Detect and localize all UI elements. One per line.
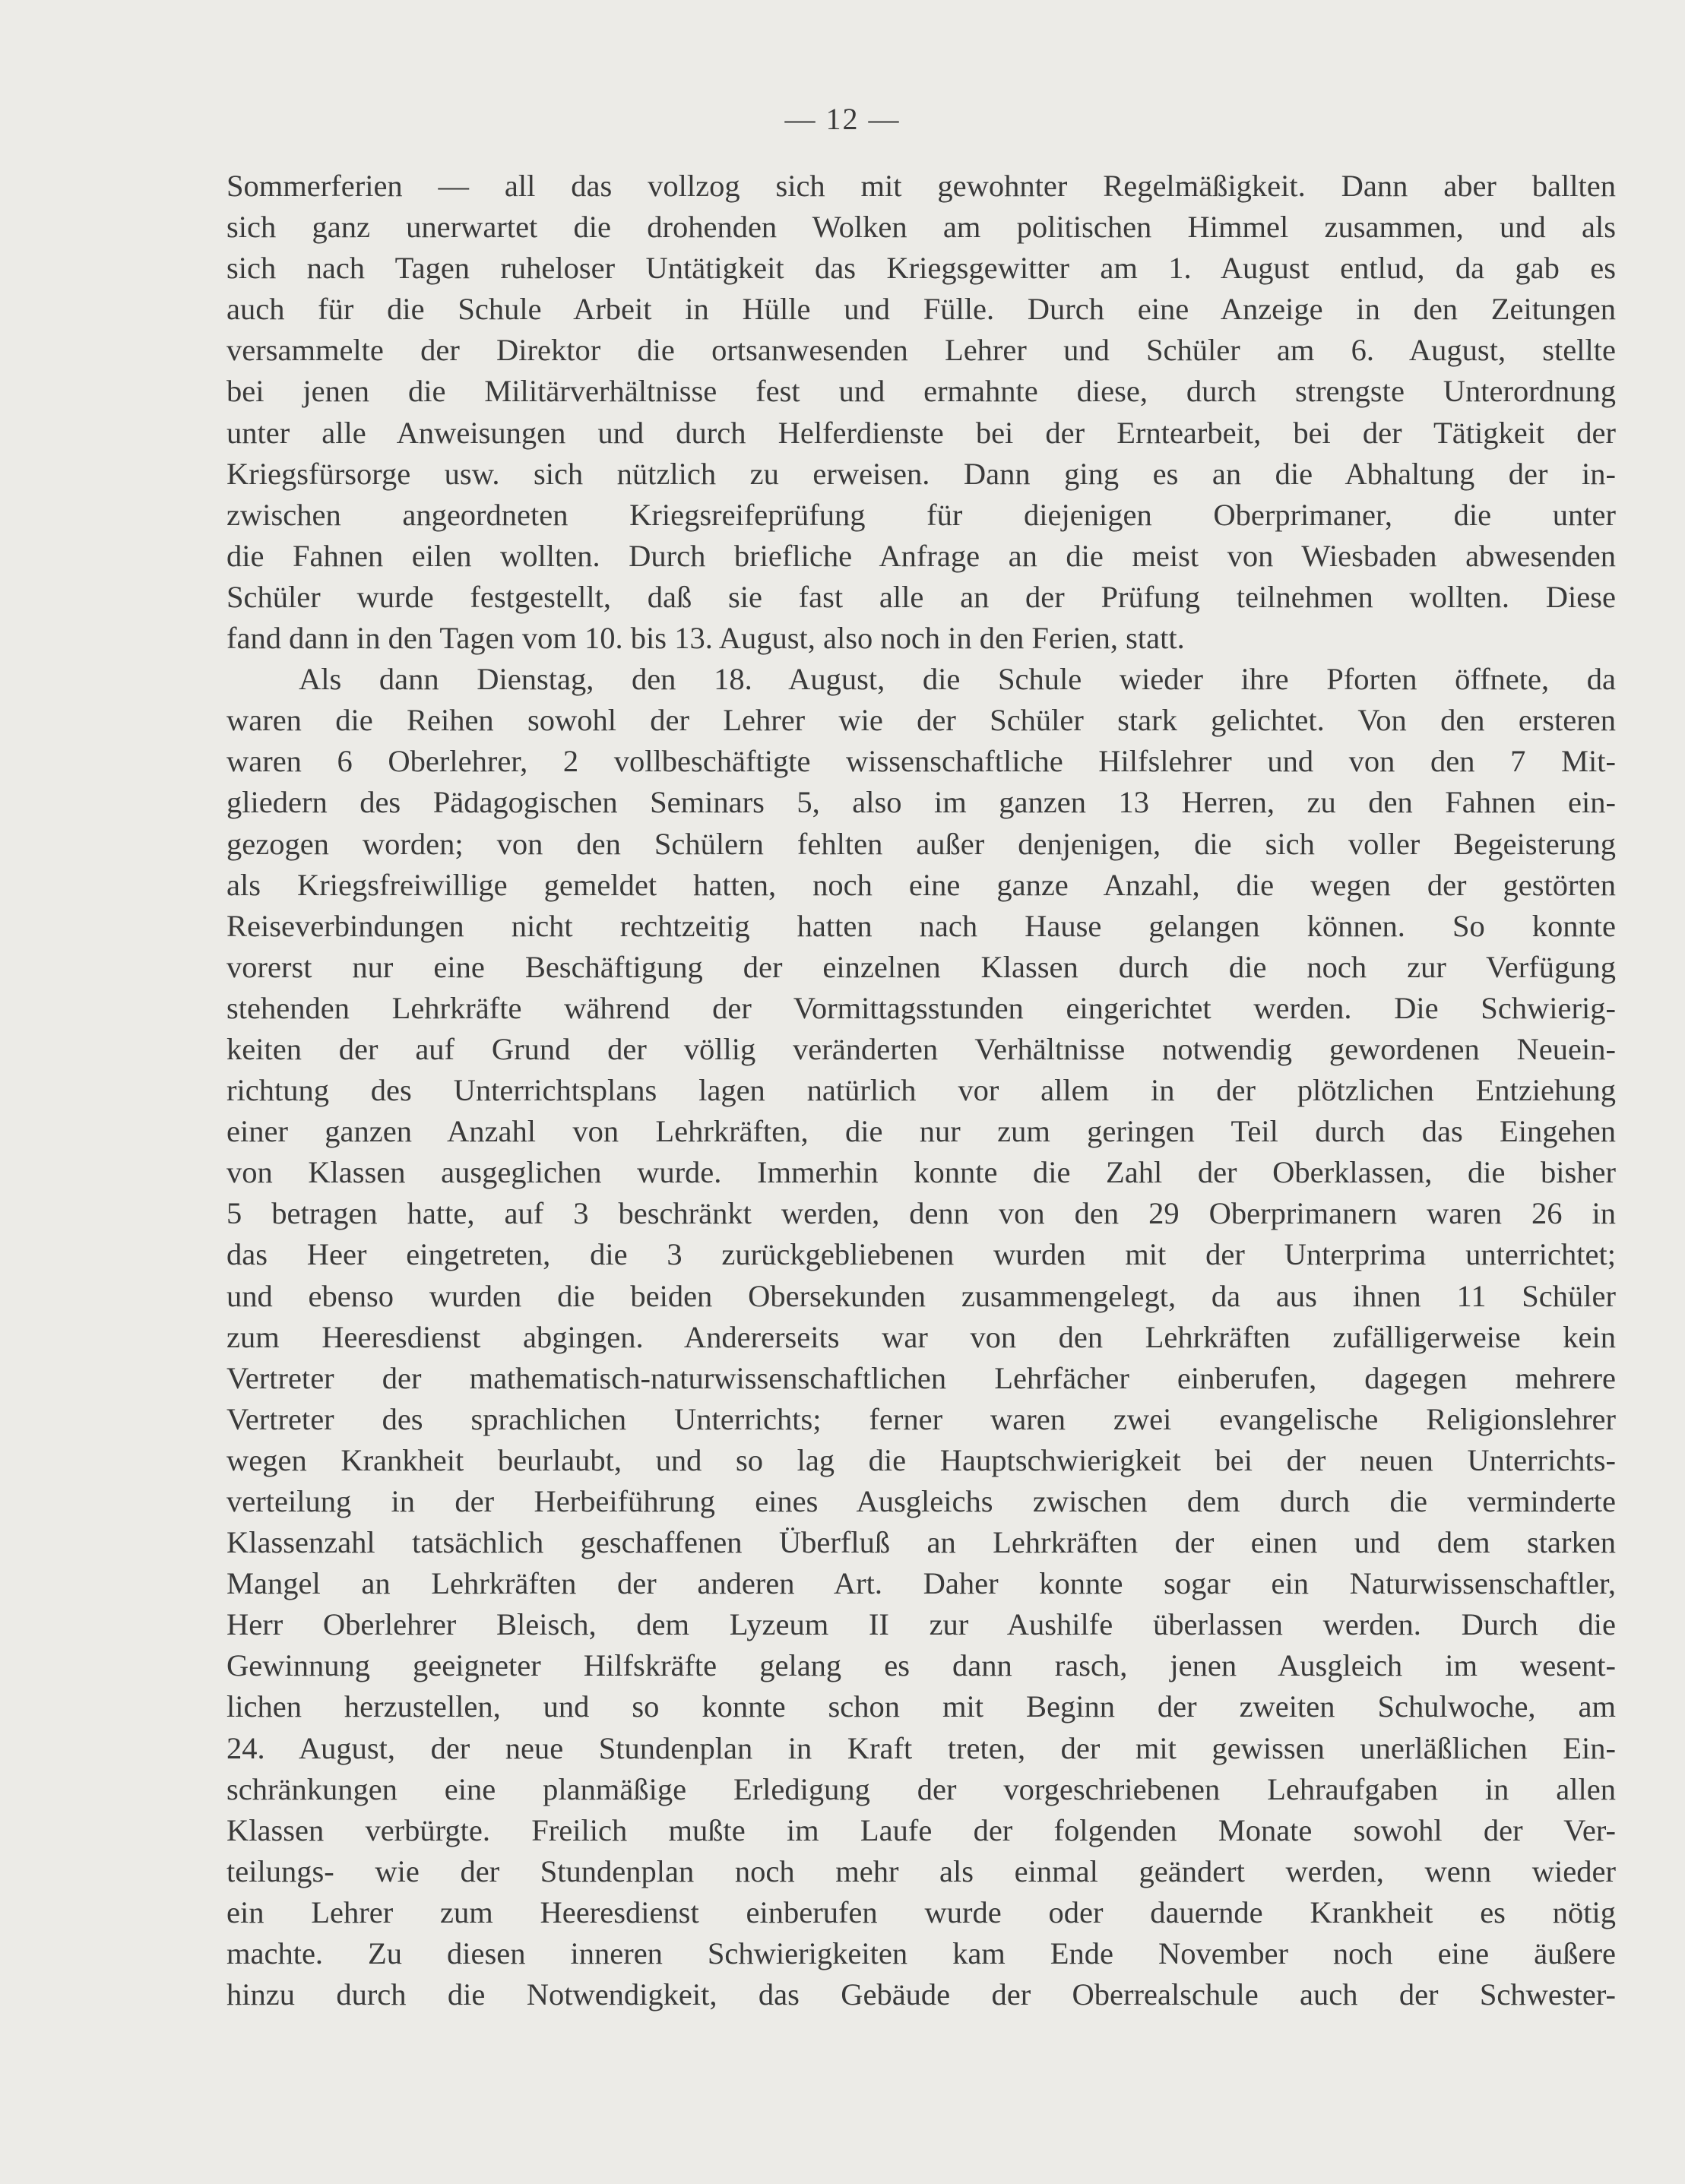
text-line: teilungs- wie der Stundenplan noch mehr als einmal geändert werden, wenn wieder [226, 1853, 1616, 1888]
paragraph-start-line: Als dann Dienstag, den 18. August, die Schule wieder ihre Pforten öffnete, da [299, 662, 1616, 697]
text-line: Herr Oberlehrer Bleisch, dem Lyzeum II zur Aushilfe überlassen werden. Durch die [226, 1607, 1616, 1642]
text-line: Schüler wurde festgestellt, daß sie fast alle an der Prüfung teilnehmen wollten. Diese [226, 579, 1616, 614]
text-line: wegen Krankheit beurlaubt, und so lag die Hauptschwierigkeit bei der neuen Unterrichts- [226, 1442, 1616, 1477]
text-line: einer ganzen Anzahl von Lehrkräften, die nur zum geringen Teil durch das Eingehen [226, 1114, 1616, 1149]
text-line: von Klassen ausgeglichen wurde. Immerhin konnte die Zahl der Oberklassen, die bisher [226, 1155, 1616, 1190]
page-number: — 12 — [784, 102, 901, 136]
text-line: waren die Reihen sowohl der Lehrer wie der Schüler stark gelichtet. Von den ersteren [226, 703, 1616, 738]
text-line: 5 betragen hatte, auf 3 beschränkt werden, denn von den 29 Oberprimanern waren 26 in [226, 1196, 1616, 1231]
text-line: Sommerferien — all das vollzog sich mit gewohnter Regelmäßigkeit. Dann aber ballten [226, 169, 1616, 203]
text-line: Mangel an Lehrkräften der anderen Art. Daher konnte sogar ein Naturwissenschaftler, [226, 1566, 1616, 1601]
text-line: Reiseverbindungen nicht rechtzeitig hatten nach Hause gelangen können. So konnte [226, 908, 1616, 943]
text-line: 24. August, der neue Stundenplan in Kraft treten, der mit gewissen unerläßlichen Ein- [226, 1730, 1616, 1765]
text-line: Kriegsfürsorge usw. sich nützlich zu erweisen. Dann ging es an die Abhaltung der in- [226, 456, 1616, 491]
text-line: versammelte der Direktor die ortsanwesenden Lehrer und Schüler am 6. August, stellte [226, 333, 1616, 368]
text-line: schränkungen eine planmäßige Erledigung der vorgeschriebenen Lehraufgaben in allen [226, 1771, 1616, 1806]
text-line: gliedern des Pädagogischen Seminars 5, also im ganzen 13 Herren, zu den Fahnen ein- [226, 785, 1616, 820]
text-line: gezogen worden; von den Schülern fehlten außer denjenigen, die sich voller Begeisterung [226, 826, 1616, 861]
text-line: das Heer eingetreten, die 3 zurückgebliebenen wurden mit der Unterprima unterrichtet; [226, 1237, 1616, 1272]
text-line: die Fahnen eilen wollten. Durch briefliche Anfrage an die meist von Wiesbaden abwesenden [226, 538, 1616, 573]
text-line: zum Heeresdienst abgingen. Andererseits war von den Lehrkräften zufälligerweise kein [226, 1319, 1616, 1354]
text-line: ein Lehrer zum Heeresdienst einberufen wurde oder dauernde Krankheit es nötig [226, 1894, 1616, 1929]
text-line: Klassenzahl tatsächlich geschaffenen Überfluß an Lehrkräften der einen und dem starken [226, 1525, 1616, 1560]
text-line: fand dann in den Tagen vom 10. bis 13. August, also noch in den Ferien, statt. [226, 621, 1185, 656]
text-line: verteilung in der Herbeiführung eines Ausgleichs zwischen dem durch die verminderte [226, 1484, 1616, 1518]
text-line: und ebenso wurden die beiden Obersekunden zusammengelegt, da aus ihnen 11 Schüler [226, 1278, 1616, 1313]
text-line: sich ganz unerwartet die drohenden Wolken am politischen Himmel zusammen, und als [226, 210, 1616, 245]
text-line: stehenden Lehrkräfte während der Vormittagsstunden eingerichtet werden. Die Schwierig- [226, 990, 1616, 1025]
text-line: Vertreter der mathematisch-naturwissenschaftlichen Lehrfächer einberufen, dagegen mehrere [226, 1360, 1616, 1395]
text-line: Klassen verbürgte. Freilich mußte im Laufe der folgenden Monate sowohl der Ver- [226, 1812, 1616, 1847]
text-line: auch für die Schule Arbeit in Hülle und Fülle. Durch eine Anzeige in den Zeitungen [226, 292, 1616, 327]
text-line: vorerst nur eine Beschäftigung der einzelnen Klassen durch die noch zur Verfügung [226, 949, 1616, 984]
text-line: Vertreter des sprachlichen Unterrichts; ferner waren zwei evangelische Religionslehrer [226, 1401, 1616, 1436]
text-line: sich nach Tagen ruheloser Untätigkeit das Kriegsgewitter am 1. August entlud, da gab es [226, 251, 1616, 286]
text-line: bei jenen die Militärverhältnisse fest und ermahnte diese, durch strengste Unterordnung [226, 374, 1616, 409]
text-line: richtung des Unterrichtsplans lagen natürlich vor allem in der plötzlichen Entziehung [226, 1073, 1616, 1108]
text-line: als Kriegsfreiwillige gemeldet hatten, noch eine ganze Anzahl, die wegen der gestörten [226, 867, 1616, 902]
text-line: unter alle Anweisungen und durch Helferdienste bei der Erntearbeit, bei der Tätigkeit der [226, 415, 1616, 450]
text-line: keiten der auf Grund der völlig veränderten Verhältnisse notwendig gewordenen Neuein- [226, 1031, 1616, 1066]
text-line: Gewinnung geeigneter Hilfskräfte gelang es dann rasch, jenen Ausgleich im wesent- [226, 1648, 1616, 1683]
text-line: waren 6 Oberlehrer, 2 vollbeschäftigte wissenschaftliche Hilfslehrer und von den 7 Mit- [226, 744, 1616, 779]
text-line: zwischen angeordneten Kriegsreifeprüfung für diejenigen Oberprimaner, die unter [226, 497, 1616, 532]
body-text [226, 166, 1616, 2015]
text-line: machte. Zu diesen inneren Schwierigkeiten kam Ende November noch eine äußere [226, 1936, 1616, 1971]
text-line: hinzu durch die Notwendigkeit, das Gebäude der Oberrealschule auch der Schwester- [226, 1977, 1616, 2012]
text-line: lichen herzustellen, und so konnte schon mit Beginn der zweiten Schulwoche, am [226, 1689, 1616, 1724]
